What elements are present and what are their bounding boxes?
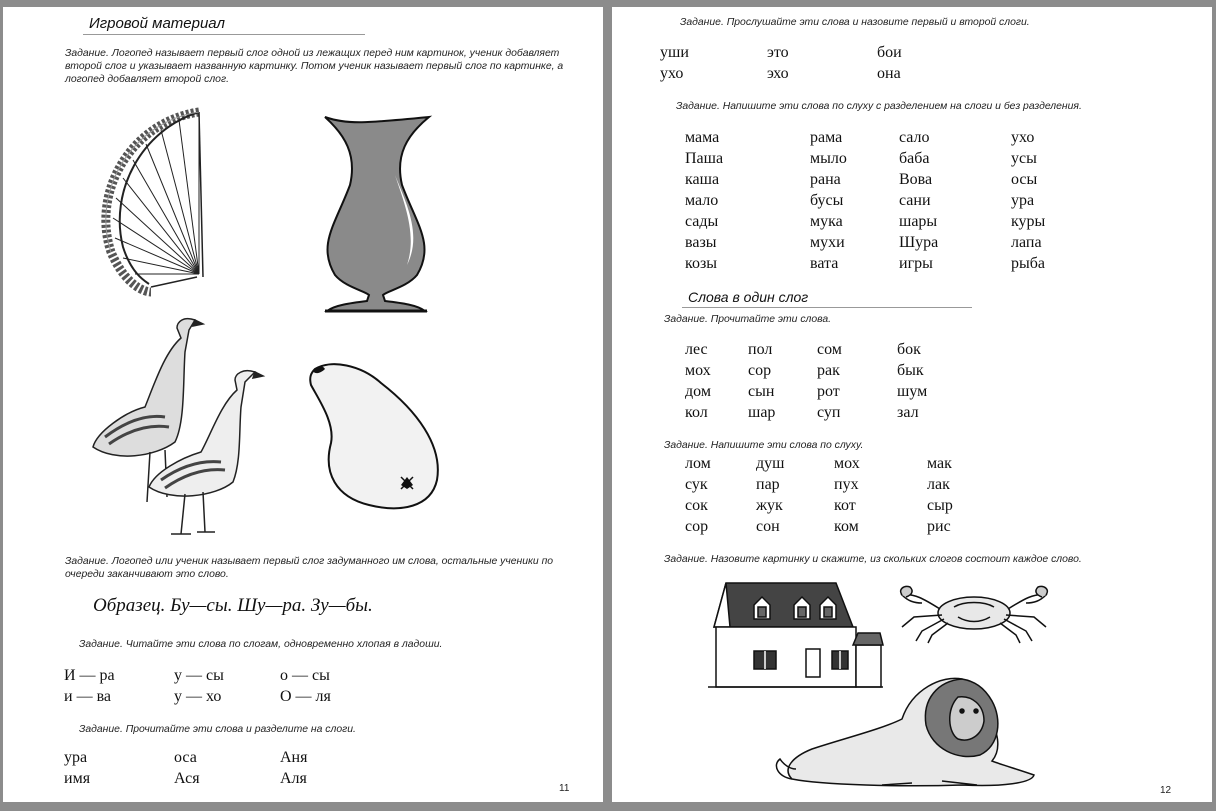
read-word: рак bbox=[817, 362, 840, 379]
syllable-word: у — сы bbox=[174, 667, 224, 684]
read-word: шар bbox=[748, 404, 776, 421]
task-instruction: Задание. Логопед называет первый слог одной из лежащих перед ним картинок, ученик добавляет второй слог и указывает названную картинку. Потом ученик называет первый слог по картинке, а логопед добавляет второй слог. bbox=[65, 48, 564, 85]
read-word: рот bbox=[817, 383, 840, 400]
dictation-word: сады bbox=[685, 213, 719, 230]
listen-word: уши bbox=[660, 44, 689, 61]
listen-word: это bbox=[767, 44, 789, 61]
geese-icon bbox=[85, 312, 270, 542]
write-word: душ bbox=[756, 455, 785, 472]
dictation-word: Шура bbox=[899, 234, 939, 251]
write-word: сок bbox=[685, 497, 708, 514]
word: ура bbox=[64, 749, 88, 766]
title-underline bbox=[682, 307, 972, 308]
read-word: бок bbox=[897, 341, 921, 358]
write-word: рис bbox=[927, 518, 951, 535]
dictation-word: ура bbox=[1011, 192, 1035, 209]
dictation-word: рыба bbox=[1011, 255, 1045, 272]
syllable-word: и — ва bbox=[64, 688, 112, 705]
dictation-word: бусы bbox=[810, 192, 844, 209]
write-word: жук bbox=[756, 497, 783, 514]
read-word: шум bbox=[897, 383, 928, 400]
listen-word: бои bbox=[877, 44, 902, 61]
dictation-word: каша bbox=[685, 171, 720, 188]
task-instruction: Задание. Прослушайте эти слова и назовите первый и второй слоги. bbox=[680, 17, 1030, 28]
dictation-word: лапа bbox=[1011, 234, 1042, 251]
task-instruction: Задание. Логопед или ученик называет первый слог задуманного им слова, остальные ученики по очереди заканчивают это слово. bbox=[65, 556, 554, 580]
dictation-word: мыло bbox=[810, 150, 847, 167]
write-word: лом bbox=[685, 455, 711, 472]
section-title: Игровой материал bbox=[89, 15, 225, 32]
dictation-word: рана bbox=[810, 171, 841, 188]
task-instruction: Задание. Читайте эти слова по слогам, одновременно хлопая в ладоши. bbox=[79, 639, 443, 650]
fan-icon bbox=[91, 102, 221, 297]
section-title: Слова в один слог bbox=[688, 289, 809, 305]
dictation-word: мука bbox=[810, 213, 843, 230]
dictation-word: осы bbox=[1011, 171, 1038, 188]
word: Ася bbox=[174, 770, 200, 787]
dictation-word: Вова bbox=[899, 171, 933, 188]
task-instruction: Задание. Назовите картинку и скажите, из скольких слогов состоит каждое слово. bbox=[664, 554, 1082, 565]
task-instruction: Задание. Прочитайте эти слова. bbox=[664, 314, 832, 325]
dictation-word: сало bbox=[899, 129, 930, 146]
listen-word: ухо bbox=[660, 65, 684, 82]
write-word: кот bbox=[834, 497, 856, 514]
write-word: пар bbox=[756, 476, 780, 493]
dictation-word: куры bbox=[1011, 213, 1046, 230]
title-underline bbox=[83, 34, 365, 35]
lion-icon bbox=[762, 669, 1037, 793]
read-word: мох bbox=[685, 362, 711, 379]
syllable-word: у — хо bbox=[174, 688, 222, 705]
dictation-word: сани bbox=[899, 192, 931, 209]
task-instruction: Задание. Прочитайте эти слова и разделите на слоги. bbox=[79, 724, 356, 735]
write-word: пух bbox=[834, 476, 859, 493]
read-word: дом bbox=[685, 383, 711, 400]
crab-icon bbox=[894, 583, 1054, 643]
write-word: сон bbox=[756, 518, 780, 535]
dictation-word: козы bbox=[685, 255, 718, 272]
write-word: мак bbox=[927, 455, 952, 472]
task-instruction: Задание. Напишите эти слова по слуху. bbox=[664, 440, 864, 451]
dictation-word: усы bbox=[1011, 150, 1037, 167]
page-number: 11 bbox=[559, 783, 570, 794]
syllable-word: О — ля bbox=[280, 688, 331, 705]
dictation-word: мухи bbox=[810, 234, 845, 251]
left-page bbox=[3, 7, 603, 802]
right-page bbox=[612, 7, 1212, 802]
read-word: кол bbox=[685, 404, 708, 421]
syllable-word: о — сы bbox=[280, 667, 330, 684]
dictation-word: ухо bbox=[1011, 129, 1035, 146]
write-word: лак bbox=[927, 476, 950, 493]
vase-icon bbox=[317, 115, 437, 315]
pear-icon bbox=[301, 355, 451, 515]
read-word: пол bbox=[748, 341, 773, 358]
page-number: 12 bbox=[1160, 785, 1172, 796]
read-word: лес bbox=[685, 341, 708, 358]
dictation-word: вата bbox=[810, 255, 839, 272]
word: Аля bbox=[280, 770, 307, 787]
write-word: ком bbox=[834, 518, 859, 535]
read-word: бык bbox=[897, 362, 924, 379]
write-word: сор bbox=[685, 518, 709, 535]
syllable-word: И — ра bbox=[64, 667, 115, 684]
word: Аня bbox=[280, 749, 308, 766]
sample-text: Образец. Бу—сы. Шу—ра. Зу—бы. bbox=[93, 595, 373, 616]
dictation-word: Паша bbox=[685, 150, 724, 167]
dictation-word: шары bbox=[899, 213, 938, 230]
word: оса bbox=[174, 749, 197, 766]
read-word: суп bbox=[817, 404, 841, 421]
dictation-word: мало bbox=[685, 192, 719, 209]
read-word: сом bbox=[817, 341, 842, 358]
read-word: сор bbox=[748, 362, 772, 379]
listen-word: эхо bbox=[767, 65, 789, 82]
read-word: сын bbox=[748, 383, 775, 400]
dictation-word: рама bbox=[810, 129, 843, 146]
dictation-word: вазы bbox=[685, 234, 717, 251]
write-word: мох bbox=[834, 455, 860, 472]
listen-word: она bbox=[877, 65, 901, 82]
task-instruction: Задание. Напишите эти слова по слуху с разделением на слоги и без разделения. bbox=[676, 101, 1082, 112]
dictation-word: мама bbox=[685, 129, 720, 146]
dictation-word: игры bbox=[899, 255, 933, 272]
read-word: зал bbox=[897, 404, 919, 421]
write-word: сук bbox=[685, 476, 708, 493]
word: имя bbox=[64, 770, 91, 787]
write-word: сыр bbox=[927, 497, 953, 514]
dictation-word: баба bbox=[899, 150, 930, 167]
